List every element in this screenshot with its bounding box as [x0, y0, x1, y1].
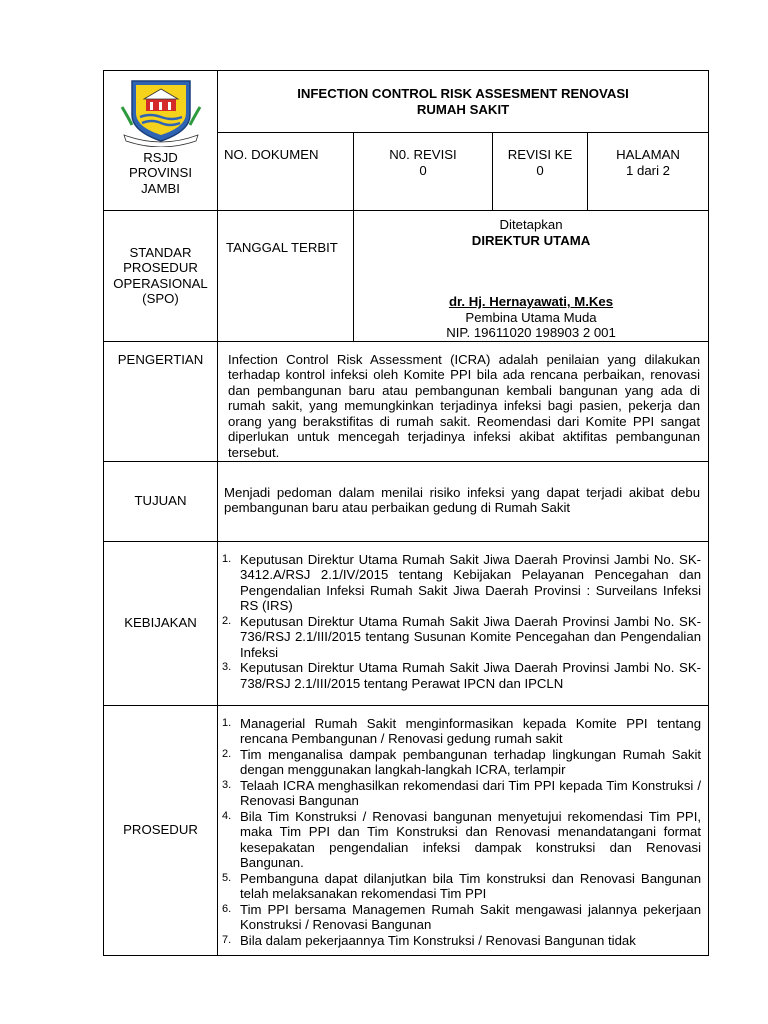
item-number: 2.: [222, 747, 232, 760]
item-number: 3.: [222, 661, 232, 673]
item-text: Bila Tim Konstruksi / Renovasi bangunan menyetujui rekomendasi Tim PPI, maka Tim PPI dan Tim Konstruksi dan Renovasi menandatangani format kesepakatan pengendalian infeksi dampak konstruksi dan Renovasi Bangunan.: [240, 808, 702, 870]
spo-label-line-4: (SPO): [142, 291, 179, 307]
item-number: 3.: [222, 778, 232, 791]
item-text: Tim menganalisa dampak pembangunan terhadap lingkungan Rumah Sakit dengan menggunakan langkah-langkah ICRA, terlampir: [240, 746, 702, 777]
issue-date-cell: [218, 211, 354, 342]
item-number: 7.: [222, 933, 232, 946]
doc-no-label: NO. DOKUMEN: [224, 147, 319, 162]
spo-label-line-3: OPERASIONAL: [113, 275, 208, 291]
tujuan-text: Menjadi pedoman dalam menilai risiko infeksi yang dapat terjadi akibat debu pembangunan baru atau perbaikan gedung di Rumah Sakit: [218, 461, 709, 541]
title-line-2: RUMAH SAKIT: [416, 101, 510, 117]
pengertian-label: PENGERTIAN: [117, 351, 204, 367]
doc-no-cell: [218, 133, 354, 211]
spo-label-line-2: PROSEDUR: [123, 260, 198, 276]
item-number: 1.: [222, 552, 232, 565]
prosedur-label: PROSEDUR: [123, 822, 198, 838]
jambi-province-emblem: [118, 77, 204, 147]
item-number: 4.: [222, 809, 232, 822]
revision-no-value: 0: [419, 162, 427, 178]
item-text: Keputusan Direktur Utama Rumah Sakit Jiwa Daerah Provinsi Jambi No. SK-738/RSJ 2.1/III/2015 tentang Perawat IPCN dan IPCLN: [240, 660, 702, 691]
spo-label-line-1: STANDAR: [129, 244, 192, 260]
pengertian-label-cell: [104, 341, 218, 461]
prosedur-list: [218, 716, 701, 949]
item-text: Bila dalam pekerjaannya Tim Konstruksi / Renovasi Bangunan tidak: [240, 932, 636, 948]
signer-name: dr. Hj. Hernayawati, M.Kes: [448, 294, 614, 309]
institution-line-1: RSJD: [143, 149, 178, 165]
item-number: 1.: [222, 716, 232, 729]
kebijakan-list: [218, 552, 701, 692]
item-text: Tim PPI bersama Managemen Rumah Sakit mengawasi jalannya pekerjaan Konstruksi / Renovasi Bangunan: [240, 901, 702, 932]
set-by-label: Ditetapkan: [499, 217, 563, 232]
item-text: Pembanguna dapat dilanjutkan bila Tim konstruksi dan Renovasi Bangunan telah melaksanakan rekomendasi Tim PPI: [240, 870, 702, 901]
page-label: HALAMAN: [616, 147, 680, 162]
revision-to-cell: [493, 133, 588, 211]
signer-rank: Pembina Utama Muda: [465, 309, 597, 325]
pengertian-text: Infection Control Risk Assessment (ICRA) adalah penilaian yang dilakukan terhadap kontrol infeksi oleh Komite PPI bila ada rencana perbaikan, renovasi dan pembangunan baru atau pembangunan kembali bangunan yang ada di rumah sakit, yang memungkinkan terjadinya infeksi bagi pasien, pekerja dan orang yang berakstifitas di rumah sakit. Reomendasi dari Komite PPI sangat diperlukan untuk mencegah terjadinya infeksi akibat aktifitas pembangunan tersebut.: [218, 341, 709, 461]
kebijakan-list-cell: [218, 541, 709, 705]
prosedur-item: [218, 778, 701, 809]
kebijakan-item: [218, 660, 701, 691]
item-number: 6.: [222, 902, 232, 915]
revision-no-cell: [354, 133, 493, 211]
item-text: Managerial Rumah Sakit menginformasikan kepada Komite PPI tentang rencana Pembangunan / Renovasi gedung rumah sakit: [240, 715, 702, 746]
kebijakan-item: [218, 614, 701, 661]
revision-no-label: N0. REVISI: [389, 147, 457, 162]
tujuan-label: TUJUAN: [134, 493, 187, 509]
prosedur-item: [218, 747, 701, 778]
spo-label-cell: [104, 211, 218, 342]
signature-block: [354, 211, 709, 342]
title-line-1: INFECTION CONTROL RISK ASSESMENT RENOVASI: [297, 86, 629, 101]
prosedur-item: [218, 809, 701, 871]
kebijakan-label: KEBIJAKAN: [124, 615, 197, 631]
prosedur-item: [218, 933, 701, 949]
revision-to-value: 0: [536, 162, 544, 178]
logo-cell: [104, 71, 218, 211]
issue-date-label: TANGGAL TERBIT: [226, 240, 338, 255]
institution-line-2: PROVINSI: [128, 165, 193, 180]
prosedur-item: [218, 871, 701, 902]
prosedur-list-cell: [218, 705, 709, 955]
item-number: 2.: [222, 614, 232, 627]
item-text: Keputusan Direktur Utama Rumah Sakit Jiwa Daerah Provinsi Jambi No. SK-736/RSJ 2.1/III/2015 tentang Susunan Komite Pencegahan dan Pengendalian Infeksi: [240, 613, 702, 660]
document-title: [218, 71, 709, 133]
item-text: Keputusan Direktur Utama Rumah Sakit Jiwa Daerah Provinsi Jambi No. SK-3412.A/RSJ 2.1/IV/2015 tentang Kebijakan Pelayanan Pencegahan dan Pengendalian Infeksi Rumah Sakit Jiwa Daerah Provinsi : Surveilans Infeksi RS (IRS): [240, 551, 702, 613]
institution-name: [104, 150, 217, 197]
signer-nip: NIP. 19611020 198903 2 001: [446, 325, 616, 340]
institution-line-3: JAMBI: [141, 180, 180, 196]
item-text: Telaah ICRA menghasilkan rekomendasi dari Tim PPI kepada Tim Konstruksi / Renovasi Bangunan: [240, 777, 702, 808]
page-cell: [588, 133, 709, 211]
prosedur-item: [218, 902, 701, 933]
tujuan-label-cell: [104, 461, 218, 541]
page-value: 1 dari 2: [626, 162, 671, 178]
prosedur-label-cell: [104, 705, 218, 955]
item-number: 5.: [222, 871, 232, 884]
revision-to-label: REVISI KE: [507, 147, 573, 162]
kebijakan-label-cell: [104, 541, 218, 705]
spo-table: [103, 70, 709, 956]
kebijakan-item: [218, 552, 701, 614]
prosedur-item: [218, 716, 701, 747]
director-title: DIREKTUR UTAMA: [471, 232, 591, 248]
